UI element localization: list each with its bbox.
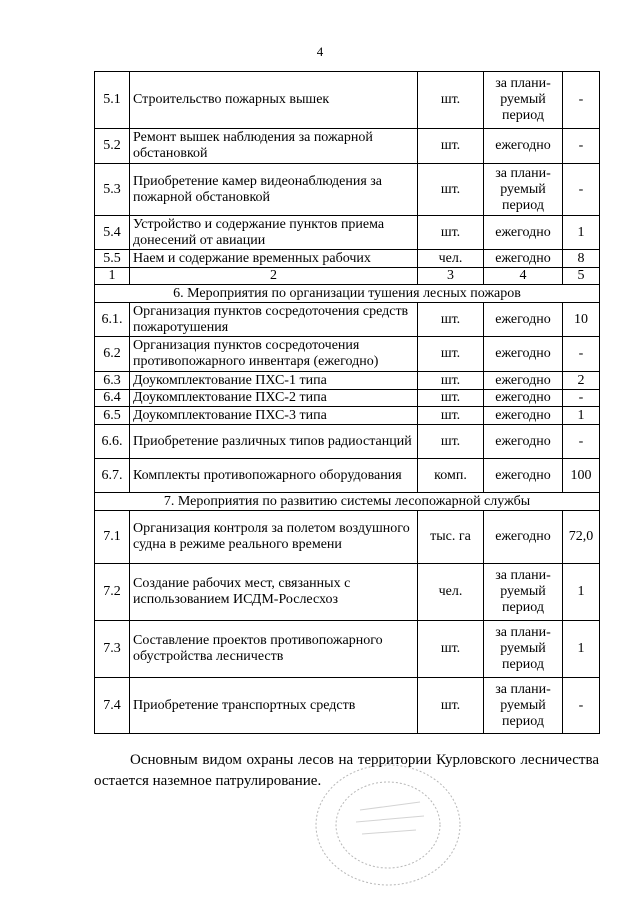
item-number: 5.5 [95,250,130,268]
item-term: ежегодно [484,425,563,459]
item-unit: шт. [418,678,484,734]
item-number: 6.4 [95,390,130,407]
table-row [95,129,600,164]
page-number: 4 [316,44,324,59]
table-row [95,337,600,372]
item-unit: шт. [418,337,484,372]
item-name: Приобретение камер видеонаблюдения за пожарной обстановкой [130,164,418,216]
item-quantity: - [563,425,600,459]
item-number: 6.7. [95,459,130,493]
item-name: Строительство пожарных вышек [130,72,418,129]
item-name: Устройство и содержание пунктов приема донесений от авиации [130,216,418,250]
table-row [95,678,600,734]
item-name: Организация пунктов сосредоточения противопожарного инвентаря (ежегодно) [130,337,418,372]
item-term: за плани- руемый период [484,621,563,678]
item-term: ежегодно [484,250,563,268]
item-quantity: 1 [563,407,600,425]
table-row [95,372,600,390]
table-row [95,425,600,459]
item-number: 6.5 [95,407,130,425]
table-row [95,250,600,268]
item-number: 5.3 [95,164,130,216]
item-name: Наем и содержание временных рабочих [130,250,418,268]
column-number-row [95,268,600,285]
item-number: 6.3 [95,372,130,390]
item-quantity: - [563,72,600,129]
official-stamp [312,760,464,890]
item-unit: шт. [418,390,484,407]
fire-measures-table [94,71,600,734]
section-row [95,285,600,303]
item-quantity: - [563,678,600,734]
item-name: Комплекты противопожарного оборудования [130,459,418,493]
item-quantity: - [563,337,600,372]
item-quantity: 1 [563,216,600,250]
item-number: 5.4 [95,216,130,250]
item-unit: шт. [418,129,484,164]
item-term: ежегодно [484,372,563,390]
table-row [95,303,600,337]
item-unit: комп. [418,459,484,493]
table-row [95,564,600,621]
item-term: ежегодно [484,216,563,250]
item-term: ежегодно [484,407,563,425]
item-unit: тыс. га [418,511,484,564]
item-quantity: 8 [563,250,600,268]
item-quantity: - [563,390,600,407]
item-number: 6.1. [95,303,130,337]
item-quantity: 1 [563,564,600,621]
item-quantity: - [563,129,600,164]
item-term: ежегодно [484,129,563,164]
item-number: 5.1 [95,72,130,129]
item-unit: чел. [418,250,484,268]
item-number: 7.1 [95,511,130,564]
item-name: Создание рабочих мест, связанных с использованием ИСДМ-Рослесхоз [130,564,418,621]
section-title: 7. Мероприятия по развитию системы лесопожарной службы [95,493,600,511]
item-number: 5.2 [95,129,130,164]
item-term: ежегодно [484,337,563,372]
table-body [95,72,600,734]
item-name: Доукомплектование ПХС-2 типа [130,390,418,407]
item-name: Составление проектов противопожарного обустройства лесничеств [130,621,418,678]
column-number: 1 [95,268,130,285]
item-quantity: 72,0 [563,511,600,564]
item-quantity: - [563,164,600,216]
column-number: 3 [418,268,484,285]
item-unit: шт. [418,303,484,337]
column-number: 2 [130,268,418,285]
item-unit: шт. [418,425,484,459]
item-term: за плани- руемый период [484,72,563,129]
item-number: 7.2 [95,564,130,621]
item-term: за плани- руемый период [484,678,563,734]
item-name: Организация пунктов сосредоточения средств пожаротушения [130,303,418,337]
table-row [95,390,600,407]
table-row [95,459,600,493]
footer-text: Основным видом охраны лесов на территории Курловского лесничества остается наземное патрулирование. [94,752,599,789]
section-title: 6. Мероприятия по организации тушения лесных пожаров [95,285,600,303]
item-number: 7.3 [95,621,130,678]
column-number: 5 [563,268,600,285]
item-name: Приобретение транспортных средств [130,678,418,734]
item-unit: шт. [418,621,484,678]
item-quantity: 10 [563,303,600,337]
table-row [95,164,600,216]
item-unit: шт. [418,72,484,129]
item-unit: шт. [418,407,484,425]
table-row [95,407,600,425]
item-unit: шт. [418,372,484,390]
table-row [95,216,600,250]
item-term: ежегодно [484,511,563,564]
item-name: Организация контроля за полетом воздушного судна в режиме реального времени [130,511,418,564]
table-row [95,72,600,129]
item-unit: шт. [418,164,484,216]
item-number: 7.4 [95,678,130,734]
item-name: Доукомплектование ПХС-1 типа [130,372,418,390]
item-name: Ремонт вышек наблюдения за пожарной обстановкой [130,129,418,164]
item-name: Приобретение различных типов радиостанций [130,425,418,459]
item-unit: чел. [418,564,484,621]
item-quantity: 2 [563,372,600,390]
item-number: 6.2 [95,337,130,372]
item-quantity: 100 [563,459,600,493]
item-term: за плани- руемый период [484,564,563,621]
item-number: 6.6. [95,425,130,459]
item-term: ежегодно [484,390,563,407]
item-term: ежегодно [484,459,563,493]
table-row [95,511,600,564]
item-quantity: 1 [563,621,600,678]
item-term: за плани- руемый период [484,164,563,216]
item-term: ежегодно [484,303,563,337]
column-number: 4 [484,268,563,285]
table-row [95,621,600,678]
item-unit: шт. [418,216,484,250]
section-row [95,493,600,511]
item-name: Доукомплектование ПХС-3 типа [130,407,418,425]
